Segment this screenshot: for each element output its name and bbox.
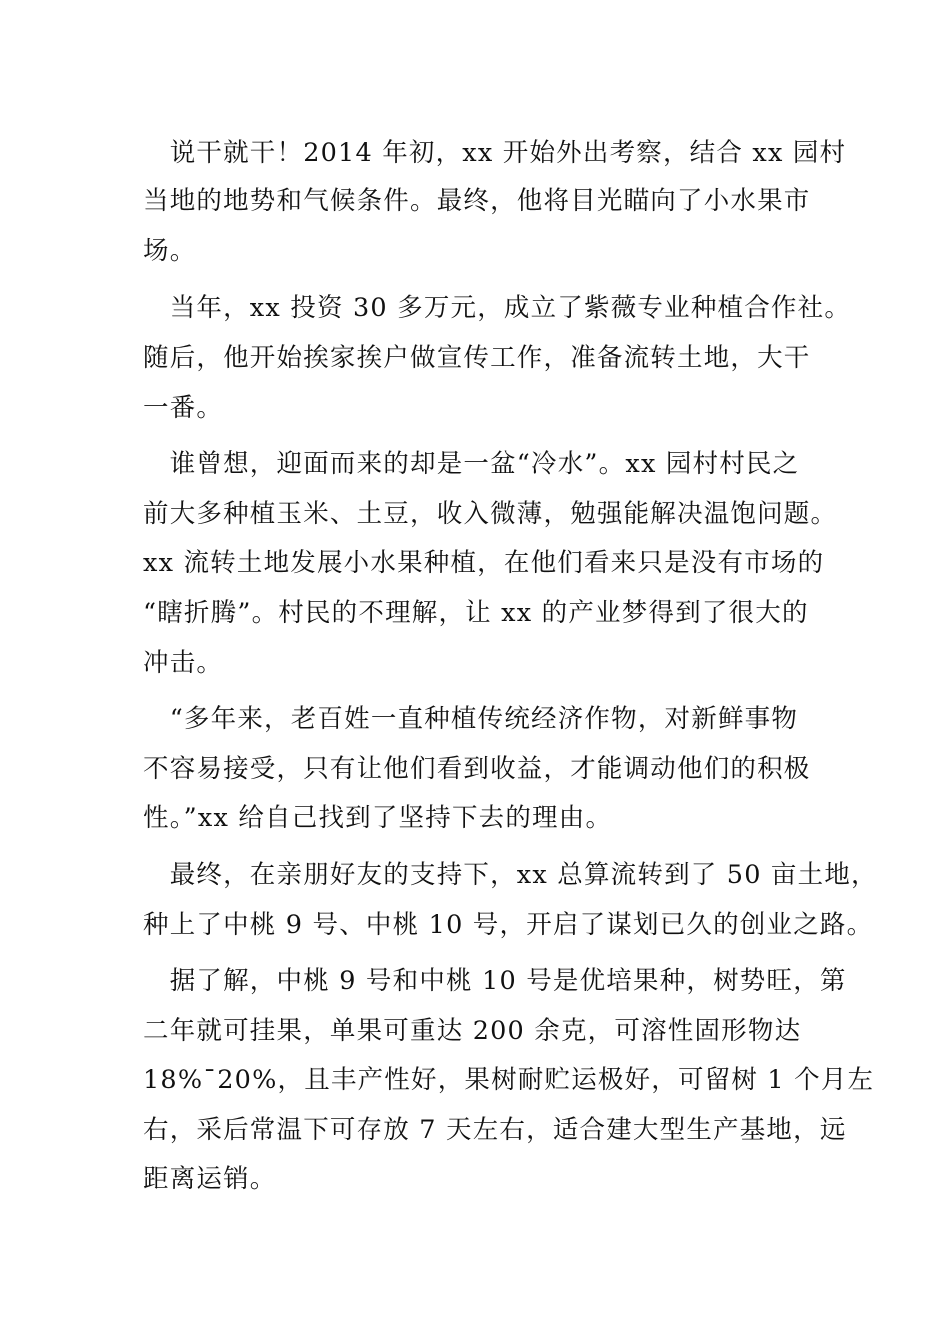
paragraph-3-line-1: 谁曾想，迎面而来的却是一盆“冷水”。xx 园村村民之 (143, 449, 800, 479)
paragraph-4-line-2: 不容易接受，只有让他们看到收益，才能调动他们的积极 (143, 754, 811, 784)
paragraph-1-line-1: 说干就干！2014 年初，xx 开始外出考察，结合 xx 园村 (143, 138, 847, 168)
paragraph-6-line-3: 18%¯20%，且丰产性好，果树耐贮运极好，可留树 1 个月左 (143, 1065, 875, 1095)
paragraph-2-line-3: 一番。 (143, 393, 224, 423)
paragraph-1-line-2: 当地的地势和气候条件。最终，他将目光瞄向了小水果市 (143, 186, 811, 216)
paragraph-5-line-1: 最终，在亲朋好友的支持下，xx 总算流转到了 50 亩土地， (143, 860, 878, 890)
paragraph-3-line-4: “瞎折腾”。村民的不理解，让 xx 的产业梦得到了很大的 (143, 598, 809, 628)
paragraph-6-line-4: 右，采后常温下可存放 7 天左右，适合建大型生产基地，远 (143, 1115, 847, 1145)
paragraph-2-line-2: 随后，他开始挨家挨户做宣传工作，准备流转土地，大干 (143, 343, 811, 373)
paragraph-4-line-3: 性。”xx 给自己找到了坚持下去的理由。 (143, 803, 613, 833)
paragraph-3-line-5: 冲击。 (143, 648, 224, 678)
paragraph-5-line-2: 种上了中桃 9 号、中桃 10 号，开启了谋划已久的创业之路。 (143, 910, 874, 940)
paragraph-6-line-2: 二年就可挂果，单果可重达 200 余克，可溶性固形物达 (143, 1016, 802, 1046)
paragraph-2-line-1: 当年，xx 投资 30 多万元，成立了紫薇专业种植合作社。 (143, 293, 852, 323)
paragraph-3-line-2: 前大多种植玉米、土豆，收入微薄，勉强能解决温饱问题。 (143, 499, 838, 529)
paragraph-6-line-1: 据了解，中桃 9 号和中桃 10 号是优培果种，树势旺，第 (143, 966, 847, 996)
paragraph-4-line-1: “多年来，老百姓一直种植传统经济作物，对新鲜事物 (143, 704, 799, 734)
paragraph-1-line-3: 场。 (143, 236, 197, 266)
paragraph-6-line-5: 距离运销。 (143, 1164, 277, 1194)
paragraph-3-line-3: xx 流转土地发展小水果种植，在他们看来只是没有市场的 (143, 548, 825, 578)
